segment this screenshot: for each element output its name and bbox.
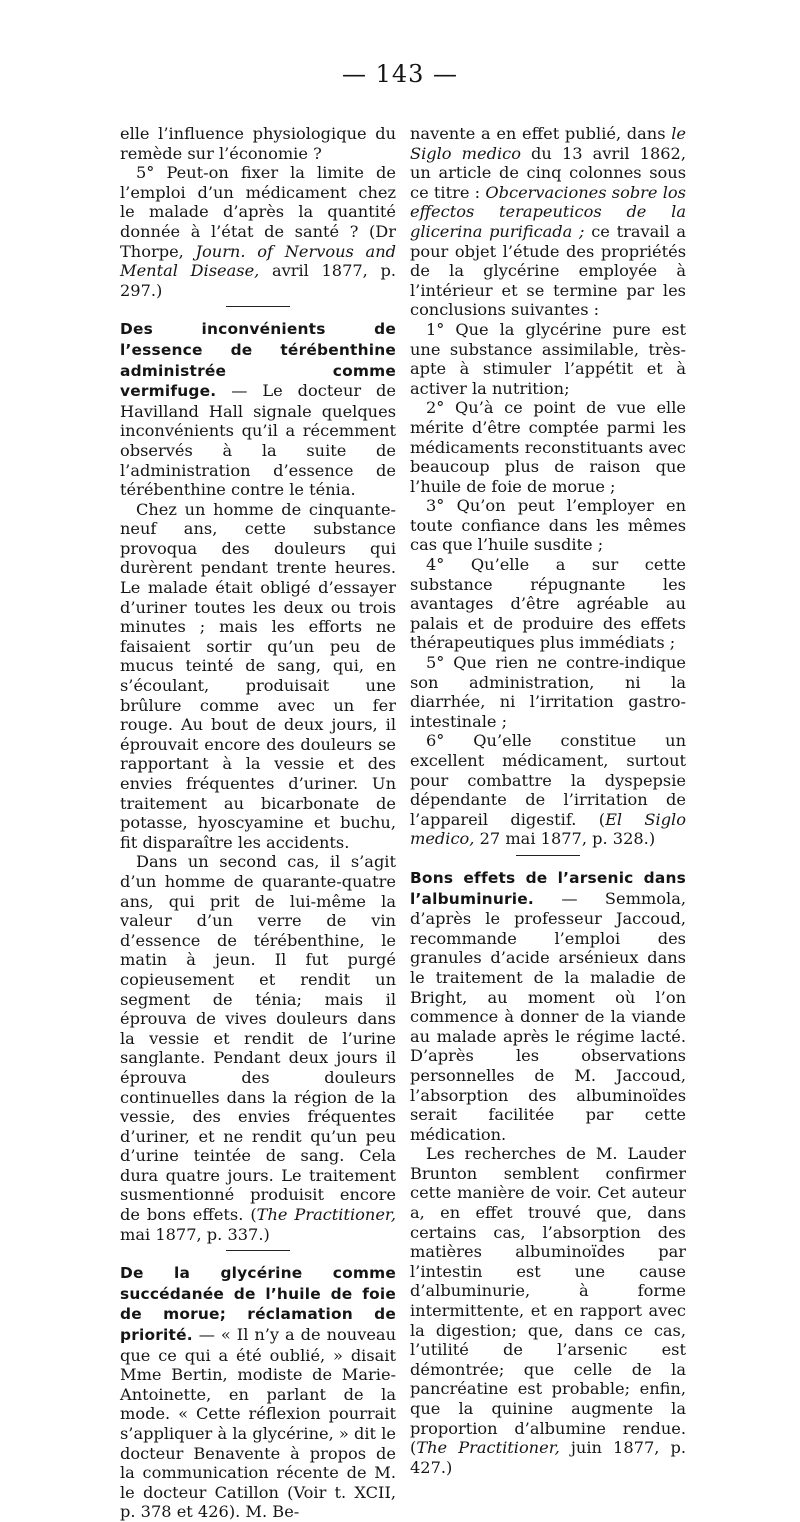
conclusion-item: 4° Qu’elle a sur cette substance répugnante les avantages d’être agréable au palais et de produire des effets thérapeutiques plus immédiats ; — [410, 555, 686, 653]
conclusion-item: 1° Que la glycérine pure est une substance assimilable, très-apte à stimuler l’appétit et à activer la nutrition; — [410, 319, 686, 398]
journal-citation: le Siglo medico — [410, 124, 686, 163]
right-column — [410, 124, 686, 1477]
conclusion-item: 3° Qu’on peut l’employer en toute confiance dans les mêmes cas que l’huile susdite ; — [410, 496, 686, 555]
article-paragraph: Les recherches de M. Lauder Brunton semblent confirmer cette manière de voir. Cet auteur a, en effet trouvé que, dans certains cas, l’absorption des matières albuminoïdes par l’intestin est une cause d’albuminurie, à forme intermittente, et en rapport avec la digestion; que, dans ce cas, l’utilité de l’arsenic est démontrée; que celle de la pancréatine est probable; enfin, que la quinine augmente la proportion d’albumine rendue. (The Practitioner, juin 1877, p. 427.) — [410, 1144, 686, 1477]
article-heading: Des inconvénients de l’essence de térébenthine administrée comme vermifuge. — [120, 320, 396, 401]
journal-citation: The Practitioner, — [416, 1438, 560, 1458]
section-divider — [516, 855, 580, 856]
article-heading: Bons effets de l’arsenic dans l’albuminurie. — [410, 868, 686, 908]
paragraph-question-5: 5° Peut-on fixer la limite de l’emploi d’un médicament chez le malade d’après la quantité donnée à l’état de santé ? (Dr Thorpe, Journ. of Nervous and Mental Disease, avril 1877, p. 297.) — [120, 163, 396, 300]
article-paragraph: Dans un second cas, il s’agit d’un homme de quarante-quatre ans, qui prit de lui-même la valeur d’un verre de vin d’essence de térébenthine, le matin à jeun. Il fut purgé copieusement et rendit un segment de ténia; mais il éprouva de vives douleurs dans la vessie et rendit de l’urine sanglante. Pendant deux jours il éprouva des douleurs continuelles dans la région de la vessie, des envies fréquentes d’uriner, et ne rendit qu’un peu d’urine teintée de sang. Cela dura quatre jours. Le traitement susmentionné produisit encore de bons effets. (The Practitioner, mai 1877, p. 337.) — [120, 852, 397, 1244]
article-glycerine-continued: navente a en effet publié, dans le Siglo medico du 13 avril 1862, un article de cinq colonnes sous ce titre : Obcervaciones sobre los effectos terapeuticos de la glicerina purificada ; ce travail a pour objet l’étude des propriétés de la glycérine employée à l’intérieur et se termine par les conclusions suivantes : — [410, 124, 687, 320]
page-number: — 143 — — [341, 60, 459, 88]
conclusion-item: 6° Qu’elle constitue un excellent médicament, surtout pour combattre la dyspepsie dépendante de l’irritation de l’appareil digestif. (El Siglo medico, 27 mai 1877, p. 328.) — [410, 731, 686, 849]
conclusion-item: 2° Qu’à ce point de vue elle mérite d’être comptée parmi les médicaments reconstituants avec beaucoup plus de raison que l’huile de foie de morue ; — [410, 398, 686, 496]
journal-citation: El Siglo medico, — [410, 809, 686, 849]
article-glycerine: De la glycérine comme succédanée de l’huile de foie de morue; réclamation de priorité. — « Il n’y a de nouveau que ce qui a été oublié, » disait Mme Bertin, modiste de Marie-Antoinette, en parlant de la mode. « Cette réflexion pourrait s’appliquer à la glycérine, » dit le docteur Benavente à propos de la communication récente de M. le docteur Catillon (Voir t. XCII, p. 378 et 426). M. Be- — [120, 1264, 396, 1522]
journal-citation: Journ. of Nervous and Mental Disease, — [120, 241, 396, 281]
article-heading: De la glycérine comme succédanée de l’huile de foie de morue; réclamation de priorité. — [120, 1264, 396, 1345]
article-terebenthine: Des inconvénients de l’essence de térébenthine administrée comme vermifuge. — Le docteur de Havilland Hall signale quelques inconvénients qu’il a récemment observés à la suite de l’administration d’essence de térébenthine contre le ténia. — [120, 320, 396, 500]
section-divider — [226, 306, 290, 307]
article-title-citation: Obcervaciones sobre los effectos terapeuticos de la glicerina purificada ; — [410, 182, 686, 241]
section-divider — [226, 1250, 290, 1251]
journal-citation: The Practitioner, — [256, 1205, 397, 1225]
article-arsenic: Bons effets de l’arsenic dans l’albuminurie. — Semmola, d’après le professeur Jaccoud, recommande l’emploi des granules d’acide arsénieux dans le traitement de la maladie de Bright, au moment où l’on commence à donner de la viande au malade après le régime lacté. D’après les observations personnelles de M. Jaccoud, l’absorption des albuminoïdes serait facilitée par cette médication. — [410, 868, 686, 1144]
conclusion-item: 5° Que rien ne contre-indique son administration, ni la diarrhée, ni l’irritation gastro-intestinale ; — [410, 653, 686, 731]
left-column — [120, 124, 396, 1522]
article-paragraph: Chez un homme de cinquante-neuf ans, cette substance provoqua des douleurs qui durèrent pendant trente heures. Le malade était obligé d’essayer d’uriner toutes les deux ou trois minutes ; mais les efforts ne faisaient sortir qu’un peu de mucus teinté de sang, qui, en s’écoulant, produisait une brûlure comme avec un fer rouge. Au bout de deux jours, il éprouvait encore des douleurs se rapportant à la vessie et des envies fréquentes d’uriner. Un traitement au bicarbonate de potasse, hyoscyamine et buchu, fit disparaître les accidents. — [120, 499, 396, 852]
paragraph-question-end: elle l’influence physiologique du remède sur l’économie ? — [120, 124, 396, 163]
